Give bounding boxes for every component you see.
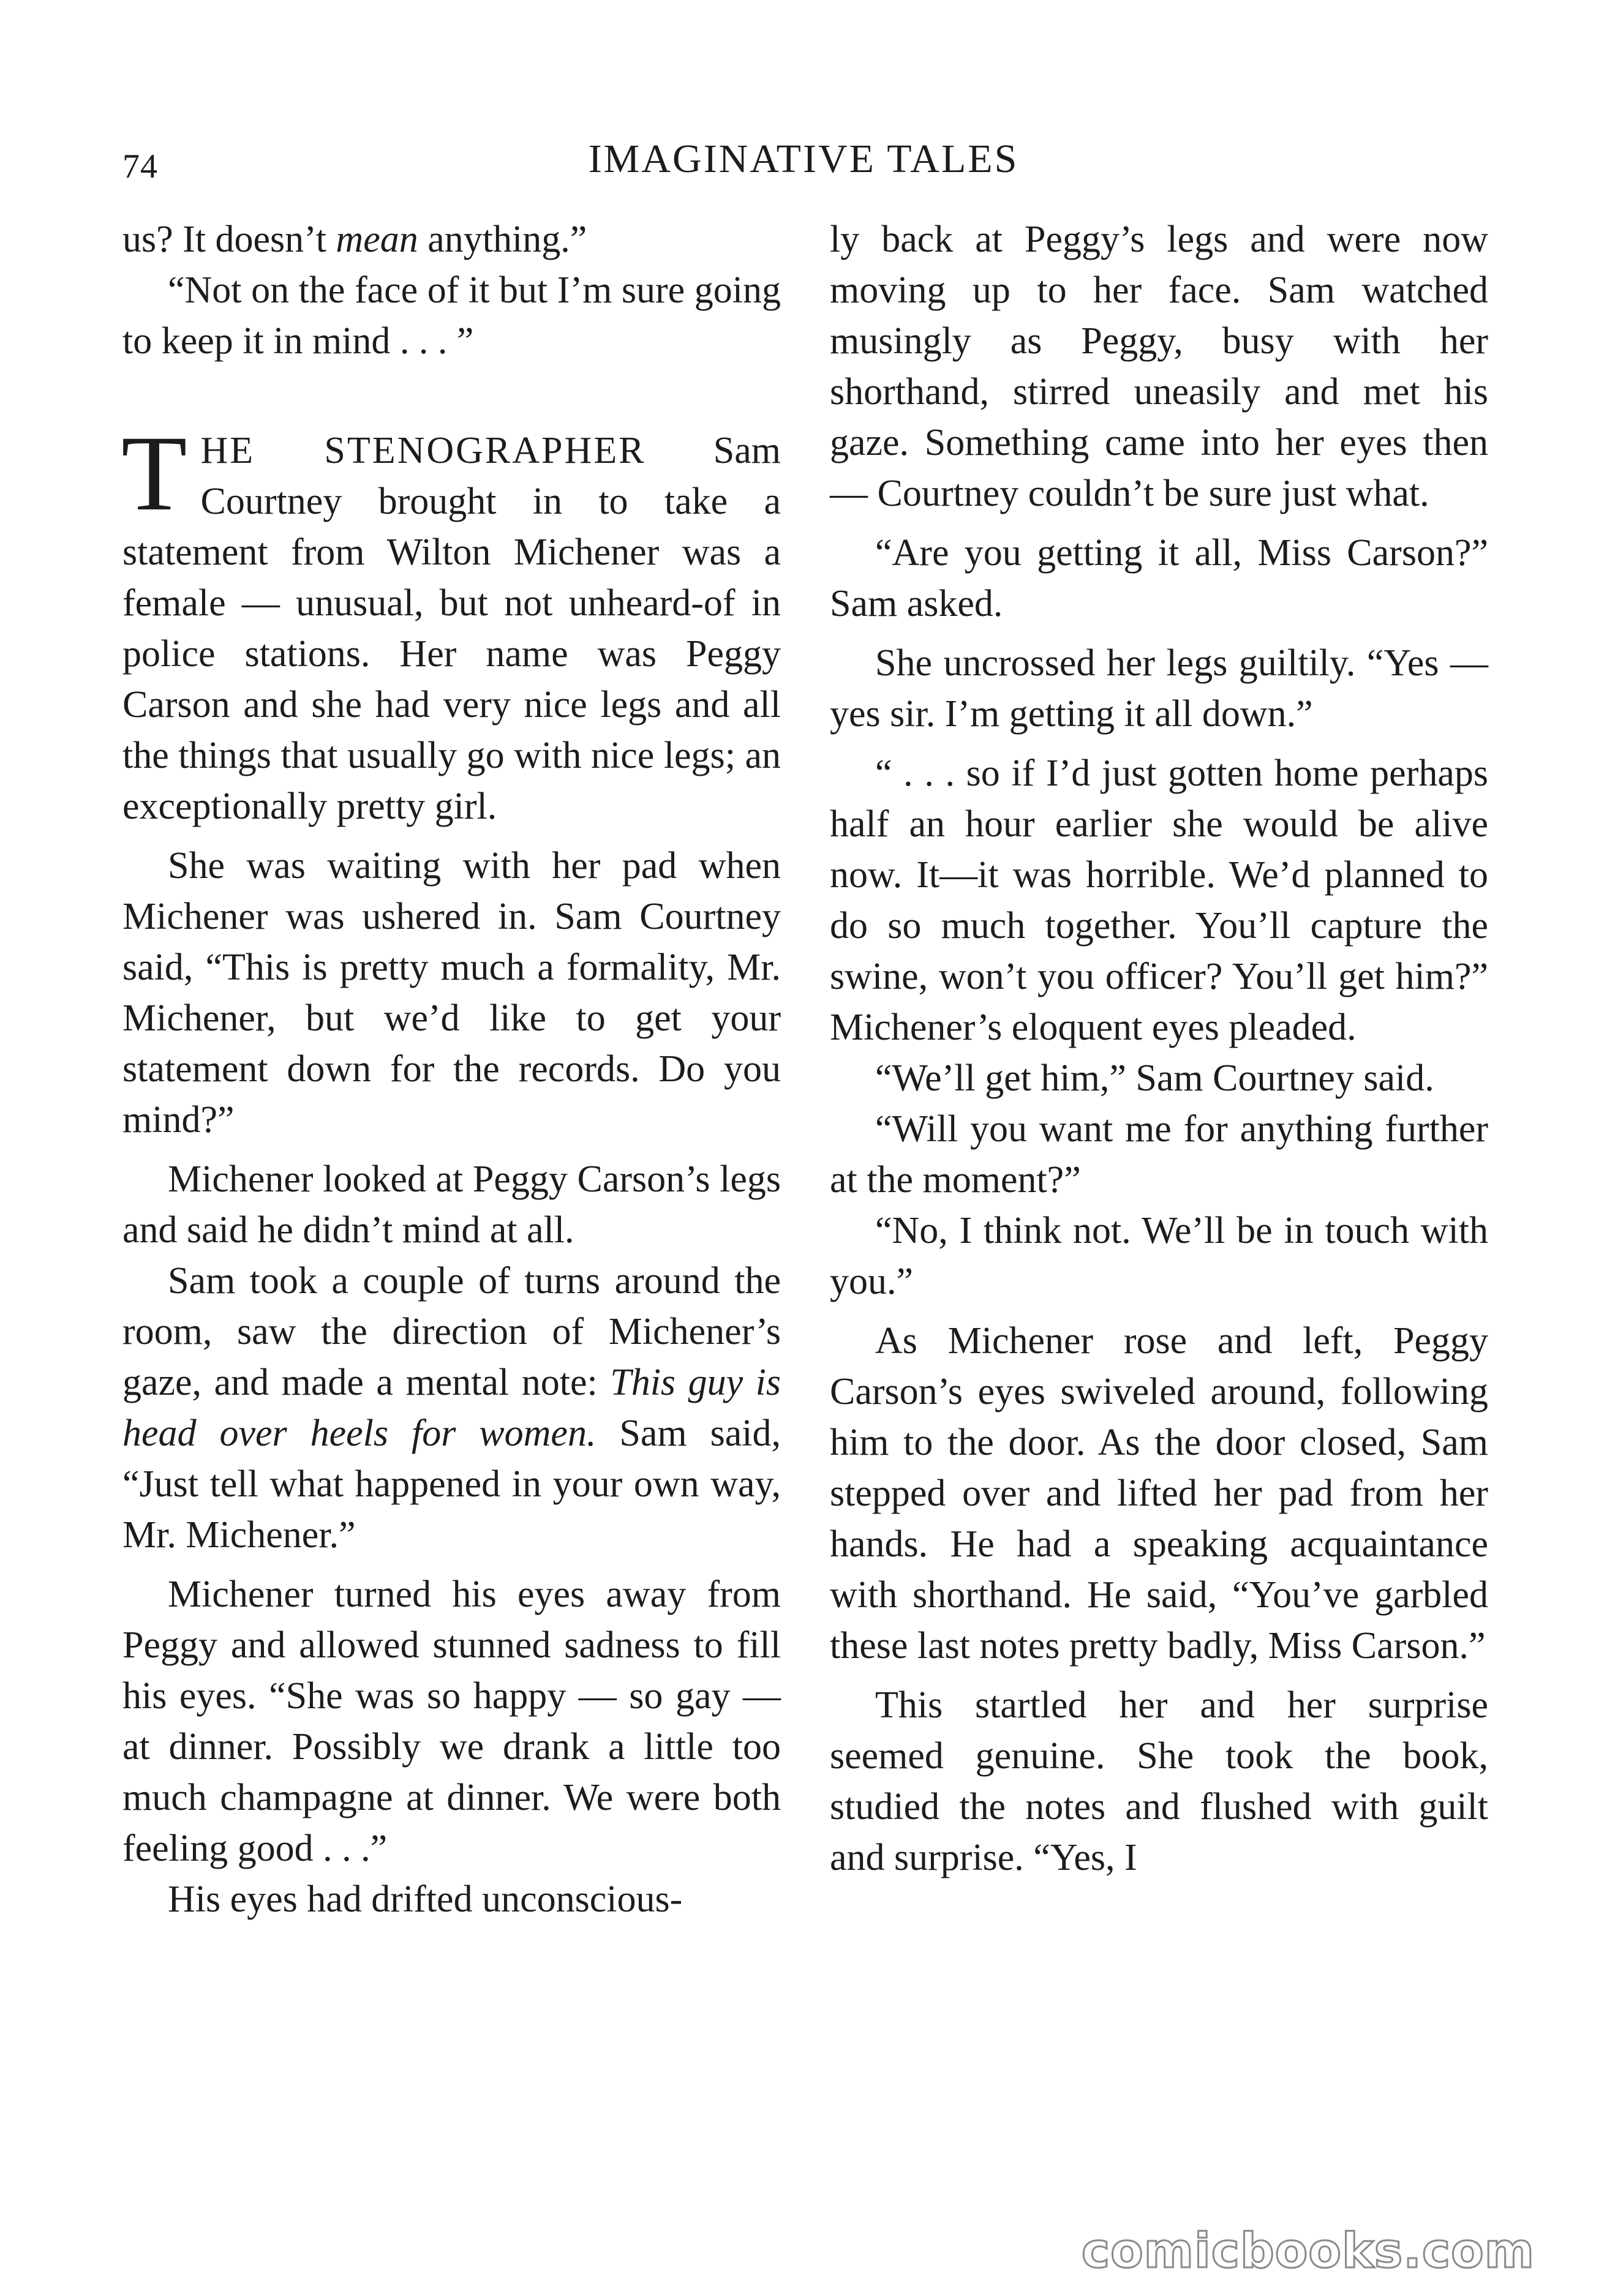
text-run: anything.”: [418, 219, 587, 260]
paragraph: “ . . . so if I’d just gotten home perhaps half an hour earlier she would be alive now. It—it was horrible. We’d planned to do so much together. You’ll capture the swine, won’t you officer? You’ll get him?” Michener’s eloquent eyes pleaded.: [830, 752, 1488, 1048]
running-head: IMAGINATIVE TALES: [588, 137, 1019, 181]
paragraph: His eyes had drifted unconscious-: [168, 1878, 683, 1920]
left-column: [122, 214, 781, 1934]
italic-word: mean: [336, 219, 418, 260]
smallcaps-lead: HE STENOGRAPHER: [200, 430, 646, 471]
paragraph: “Are you getting it all, Miss Carson?” Sam asked.: [830, 532, 1488, 625]
paragraph: “No, I think not. We’ll be in touch with you.”: [830, 1210, 1488, 1302]
paragraph: She uncrossed her legs guiltily. “Yes — yes sir. I’m getting it all down.”: [830, 642, 1488, 735]
paragraph: “Not on the face of it but I’m sure going to keep it in mind . . . ”: [122, 269, 781, 362]
right-column: [830, 214, 1488, 1892]
italic-thought: This guy is head over heels for women.: [122, 1362, 781, 1454]
paragraph: [122, 1256, 781, 1561]
text-run: Sam said, “Just tell what happened in your own way, Mr. Michener.”: [122, 1412, 781, 1556]
text-run: us? It doesn’t: [122, 219, 336, 260]
text-run: Sam took a couple of turns around the room, saw the direction of Michener’s gaze, and made a mental note:: [122, 1260, 781, 1403]
paragraph: [122, 214, 781, 265]
paragraph: ly back at Peggy’s legs and were now moving up to her face. Sam watched musingly as Peggy, busy with her shorthand, stirred uneasily and met his gaze. Something came into her eyes then — Courtney couldn’t be sure just what.: [830, 219, 1488, 514]
paragraph: “Will you want me for anything further at the moment?”: [830, 1108, 1488, 1201]
paragraph: She was waiting with her pad when Michener was ushered in. Sam Courtney said, “This is pretty much a formality, Mr. Michener, but we’d like to get your statement down for the records. Do you mind?”: [122, 845, 781, 1141]
page-number: 74: [122, 148, 158, 186]
watermark: comicbooks.com: [1081, 2224, 1535, 2279]
paragraph: Michener looked at Peggy Carson’s legs and said he didn’t mind at all.: [122, 1158, 781, 1251]
paragraph: Michener turned his eyes away from Peggy and allowed stunned sadness to fill his eyes. “She was so happy — so gay — at dinner. Possibly we drank a little too much champagne at dinner. We were both feeling good . . .”: [122, 1574, 781, 1869]
section-opening-paragraph: [121, 414, 781, 832]
paragraph: This startled her and her surprise seemed genuine. She took the book, studied the notes and flushed with guilt and surprise. “Yes, I: [830, 1684, 1488, 1878]
paragraph: “We’ll get him,” Sam Courtney said.: [875, 1057, 1434, 1099]
drop-cap: T: [121, 414, 187, 533]
text-run: Sam Courtney brought in to take a statement from Wilton Michener was a female — unusual, but not unheard-of in police stations. Her name was Peggy Carson and she had very nice legs and all the things that usually go with nice legs; an exceptionally pretty girl.: [122, 430, 781, 827]
paragraph: As Michener rose and left, Peggy Carson’s eyes swiveled around, following him to the door. As the door closed, Sam stepped over and lifted her pad from her hands. He had a speaking acquaintance with shorthand. He said, “You’ve garbled these last notes pretty badly, Miss Carson.”: [830, 1320, 1488, 1667]
